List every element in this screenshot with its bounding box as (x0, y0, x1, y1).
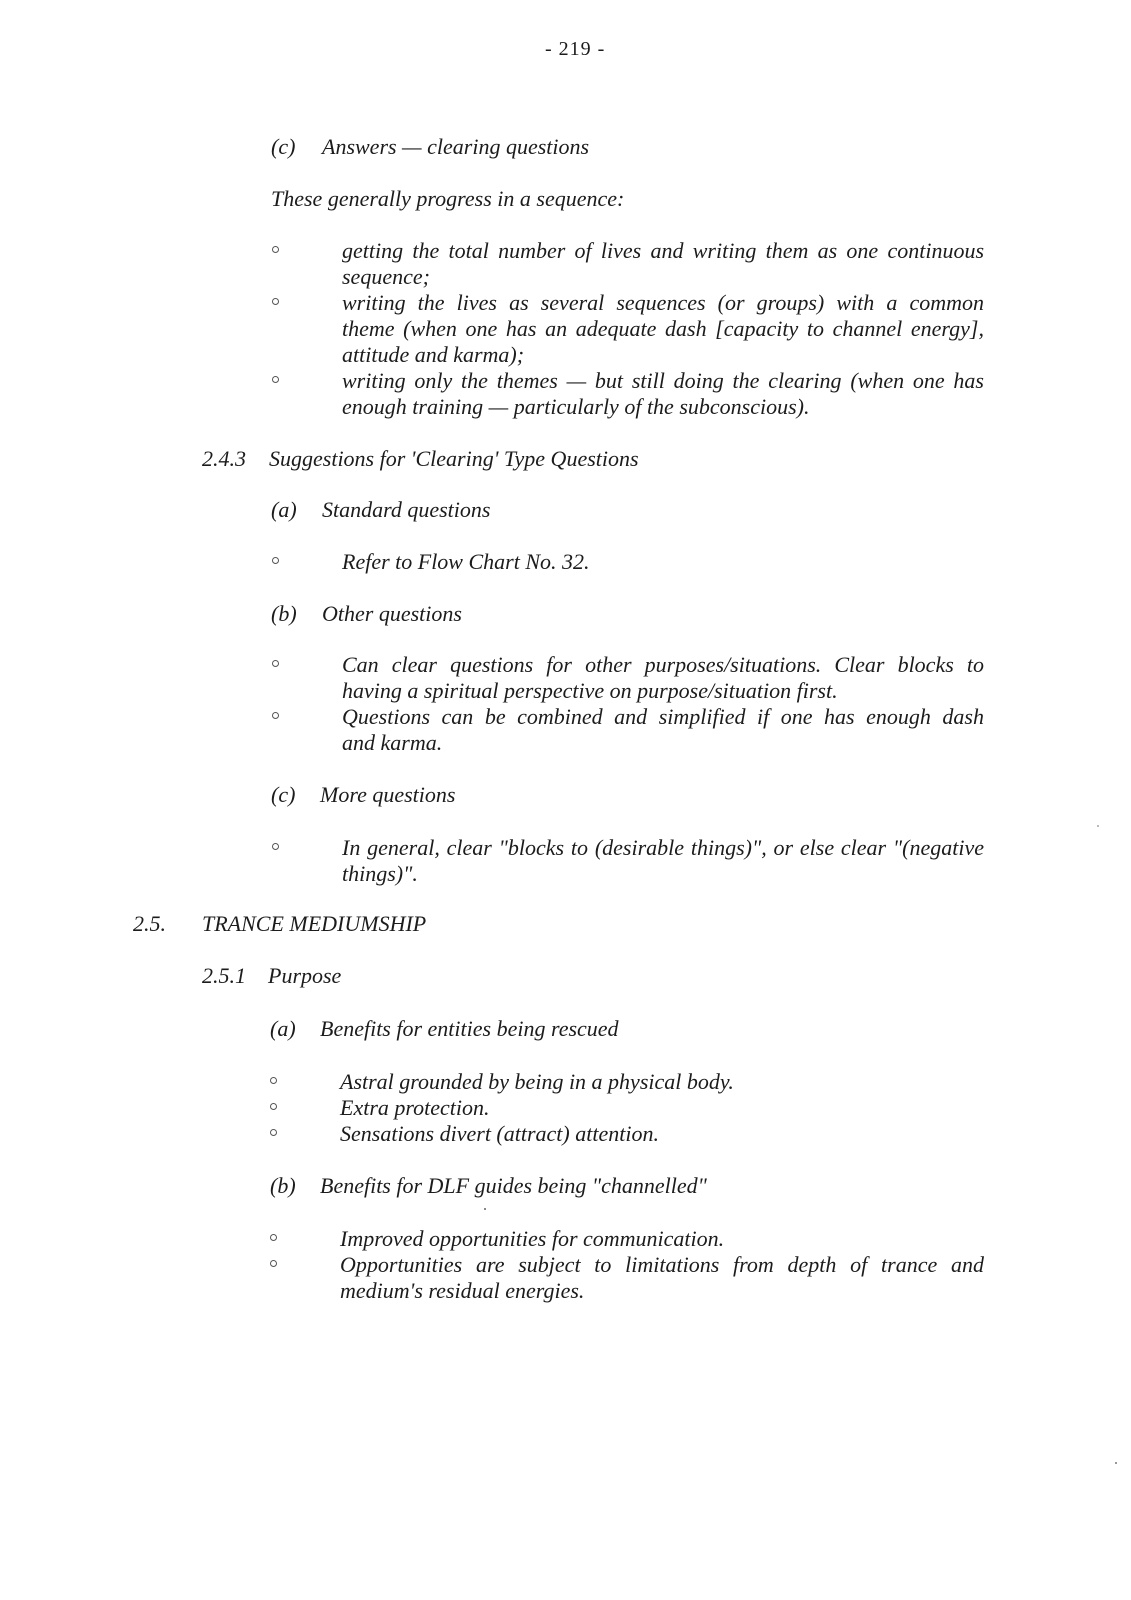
intro-text: These generally progress in a sequence: (271, 186, 625, 211)
sub-c-bullet-1-line-2: things)". (342, 861, 418, 886)
purpose-b-heading: Benefits for DLF guides being "channelled" (320, 1173, 707, 1198)
section-251-heading: Purpose (268, 963, 342, 988)
purpose-b-label: (b) (270, 1173, 296, 1198)
bullet-icon (272, 557, 279, 564)
purpose-a-heading: Benefits for entities being rescued (320, 1016, 619, 1041)
section-25-heading: TRANCE MEDIUMSHIP (202, 911, 427, 936)
sub-c-heading: More questions (320, 782, 456, 807)
sub-a-label: (a) (271, 497, 297, 522)
sequence-bullet-1-line-2: sequence; (342, 264, 430, 289)
bullet-icon (270, 1260, 277, 1267)
bullet-icon (272, 246, 279, 253)
scan-speck (1097, 825, 1099, 827)
bullet-icon (272, 660, 279, 667)
sequence-bullet-3-line-2: enough training — particularly of the subconscious). (342, 394, 810, 419)
purpose-b-bullet-1: Improved opportunities for communication. (340, 1226, 725, 1251)
bullet-icon (272, 376, 279, 383)
answers-heading: Answers — clearing questions (322, 134, 590, 159)
purpose-a-bullet-3: Sensations divert (attract) attention. (340, 1121, 659, 1146)
purpose-b-bullet-2-line-1: Opportunities are subject to limitations from depth of trance and (340, 1252, 984, 1277)
sequence-bullet-1-line-1: getting the total number of lives and writing them as one continuous (342, 238, 984, 263)
bullet-icon (270, 1077, 277, 1084)
sub-b-label: (b) (271, 601, 297, 626)
sequence-bullet-2-line-1: writing the lives as several sequences (or groups) with a common (342, 290, 984, 315)
section-243-heading: Suggestions for 'Clearing' Type Questions (269, 446, 639, 471)
sub-b-bullet-2-line-1: Questions can be combined and simplified if one has enough dash (342, 704, 984, 729)
page-number: - 219 - (545, 38, 606, 60)
sub-c-label: (c) (271, 782, 296, 807)
purpose-a-bullet-1: Astral grounded by being in a physical body. (340, 1069, 734, 1094)
purpose-b-bullet-2-line-2: medium's residual energies. (340, 1278, 585, 1303)
scan-speck (1115, 1462, 1117, 1464)
sub-c-bullet-1-line-1: In general, clear "blocks to (desirable things)", or else clear "(negative (342, 835, 984, 860)
section-243-number: 2.4.3 (202, 446, 246, 471)
scan-speck (484, 1208, 486, 1210)
sub-a-bullet-1: Refer to Flow Chart No. 32. (342, 549, 590, 574)
section-25-number: 2.5. (133, 911, 166, 936)
bullet-icon (272, 843, 279, 850)
sequence-bullet-2-line-2: theme (when one has an adequate dash [capacity to channel energy], (342, 316, 984, 341)
sequence-bullet-3-line-1: writing only the themes — but still doing the clearing (when one has (342, 368, 984, 393)
bullet-icon (272, 298, 279, 305)
bullet-icon (272, 712, 279, 719)
bullet-icon (270, 1234, 277, 1241)
purpose-a-bullet-2: Extra protection. (340, 1095, 490, 1120)
section-251-number: 2.5.1 (202, 963, 246, 988)
purpose-a-label: (a) (270, 1016, 296, 1041)
sub-b-bullet-2-line-2: and karma. (342, 730, 443, 755)
sequence-bullet-2-line-3: attitude and karma); (342, 342, 525, 367)
answers-label: (c) (271, 134, 296, 159)
sub-b-heading: Other questions (322, 601, 462, 626)
bullet-icon (270, 1103, 277, 1110)
sub-b-bullet-1-line-1: Can clear questions for other purposes/situations. Clear blocks to (342, 652, 984, 677)
sub-b-bullet-1-line-2: having a spiritual perspective on purpose/situation first. (342, 678, 838, 703)
bullet-icon (270, 1129, 277, 1136)
sub-a-heading: Standard questions (322, 497, 491, 522)
